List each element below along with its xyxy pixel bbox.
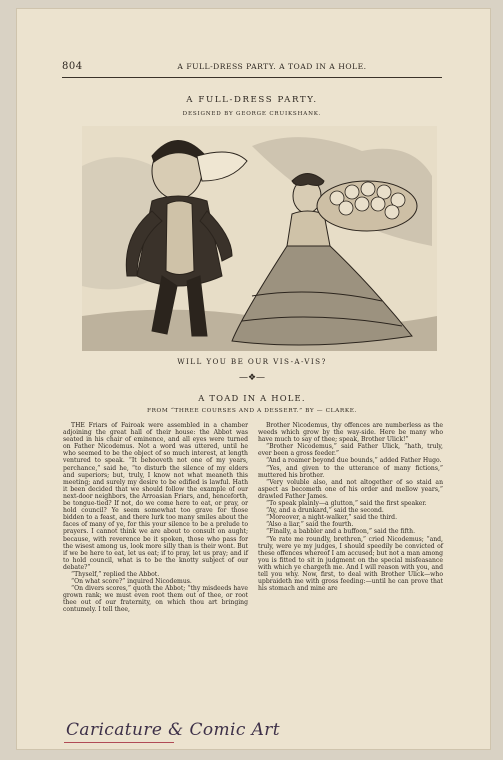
paragraph: “Yes, and given to the utterance of many fictions,” muttered his brother.: [258, 464, 443, 479]
illustration-caption: WILL YOU BE OUR VIS-A-VIS?: [177, 357, 327, 366]
paragraph: “On what score?” inquired Nicodemus.: [71, 578, 192, 586]
header-rule: [62, 77, 442, 78]
paragraph: “Moreover, a night-walker,” said the third.: [266, 514, 398, 522]
paragraph: THE Friars of Fairoak were assembled in a chamber adjoining the great hall of their house: the Abbot was seated in his chair of eminence, and all eyes were turned on Father Nicodemus. Not a word was uttered, until he who seemed to be the object of so much interest, at length ventured to speak. “It behooveth not one of my years, perchance,” said he, “to disturb the silence of my elders and superiors; but, truly, I know not what meaneth this meeting; and surely my desire to be edified is lawful. Hath it been decided that we should follow the example of our next-door neighbors, the Arroasian Friars, and, henceforth, be tongue-tied? If not, do we come here to eat, or pray, or hold council? Ye seem somewhat too grave for those bidden to a feast, and there lurk too many smiles about the faces of many of ye, for this your silence to be a prelude to prayers. I cannot think we are about to consult on aught; because, with reverence be it spoken, those who pass for the wisest among us, look more silly than is their wont. But if we be here to eat, let us eat; if to pray, let us pray; and if to hold council, what is to be the knotty subject of our debate?”: [63, 422, 248, 571]
paragraph: Brother Nicodemus, thy offences are numberless as the weeds which grow by the way-side. Here be many who have much to say of thee; speak, Brother Ulick!”: [258, 422, 443, 444]
designer-credit: DESIGNED BY GEORGE CRUIKSHANK.: [182, 111, 322, 117]
text-column-left: [63, 422, 248, 614]
paragraph: “Ay, and a drunkard,” said the second.: [266, 507, 384, 515]
paragraph: “And a roamer beyond due bounds,” added Father Hugo.: [266, 457, 442, 465]
caricature-illustration: [82, 126, 437, 351]
paragraph: “To speak plainly—a glutton,” said the first speaker.: [266, 500, 427, 508]
paragraph: “Also a liar,” said the fourth.: [266, 521, 354, 529]
article-title-toad-in-a-hole: A TOAD IN A HOLE.: [198, 393, 306, 403]
paragraph: “Thyself,” replied the Abbot.: [71, 570, 160, 578]
handwritten-note: Caricature & Comic Art: [66, 720, 281, 740]
article-title-full-dress-party: A FULL-DRESS PARTY.: [186, 95, 318, 105]
paragraph: “Ye rate me roundly, brethren,” cried Nicodemus; “and, truly, were ye my judges, I should speedily be convicted of these offences whereof I am accused; but not a man among you is fitted to sit in judgment on the special misfeasance with which ye chargeth me. And I will reason with you, and tell you why. Now, first, to deal with Brother Ulick—who upbraideth me with gross feeding:—until he can prove that his stomach and mine are: [258, 535, 443, 593]
paragraph: “On divers scores,” quoth the Abbot; “thy misdeeds have grown rank; we must even root them out of thee, or root thee out of our fraternity, on which thou art bringing contumely. I tell thee,: [63, 585, 248, 614]
article-source: FROM “THREE COURSES AND A DESSERT.” BY — CLARKE.: [146, 408, 358, 414]
text-column-right: [258, 422, 443, 592]
section-ornament: —❖—: [238, 373, 266, 383]
handwritten-underline: [64, 742, 174, 743]
paragraph: “Very voluble also, and not altogether of so staid an aspect as becometh one of his order and mellow years,” drawled Father James.: [258, 478, 443, 500]
page-number: 804: [62, 61, 83, 72]
paragraph: “Brother Nicodemus,” said Father Ulick, “hath, truly, ever been a gross feeder.”: [258, 443, 443, 458]
page-header: [62, 61, 442, 72]
paragraph: “Finally, a babbler and a buffoon,” said the fifth.: [266, 528, 416, 536]
running-head: A FULL-DRESS PARTY. A TOAD IN A HOLE.: [177, 62, 367, 71]
